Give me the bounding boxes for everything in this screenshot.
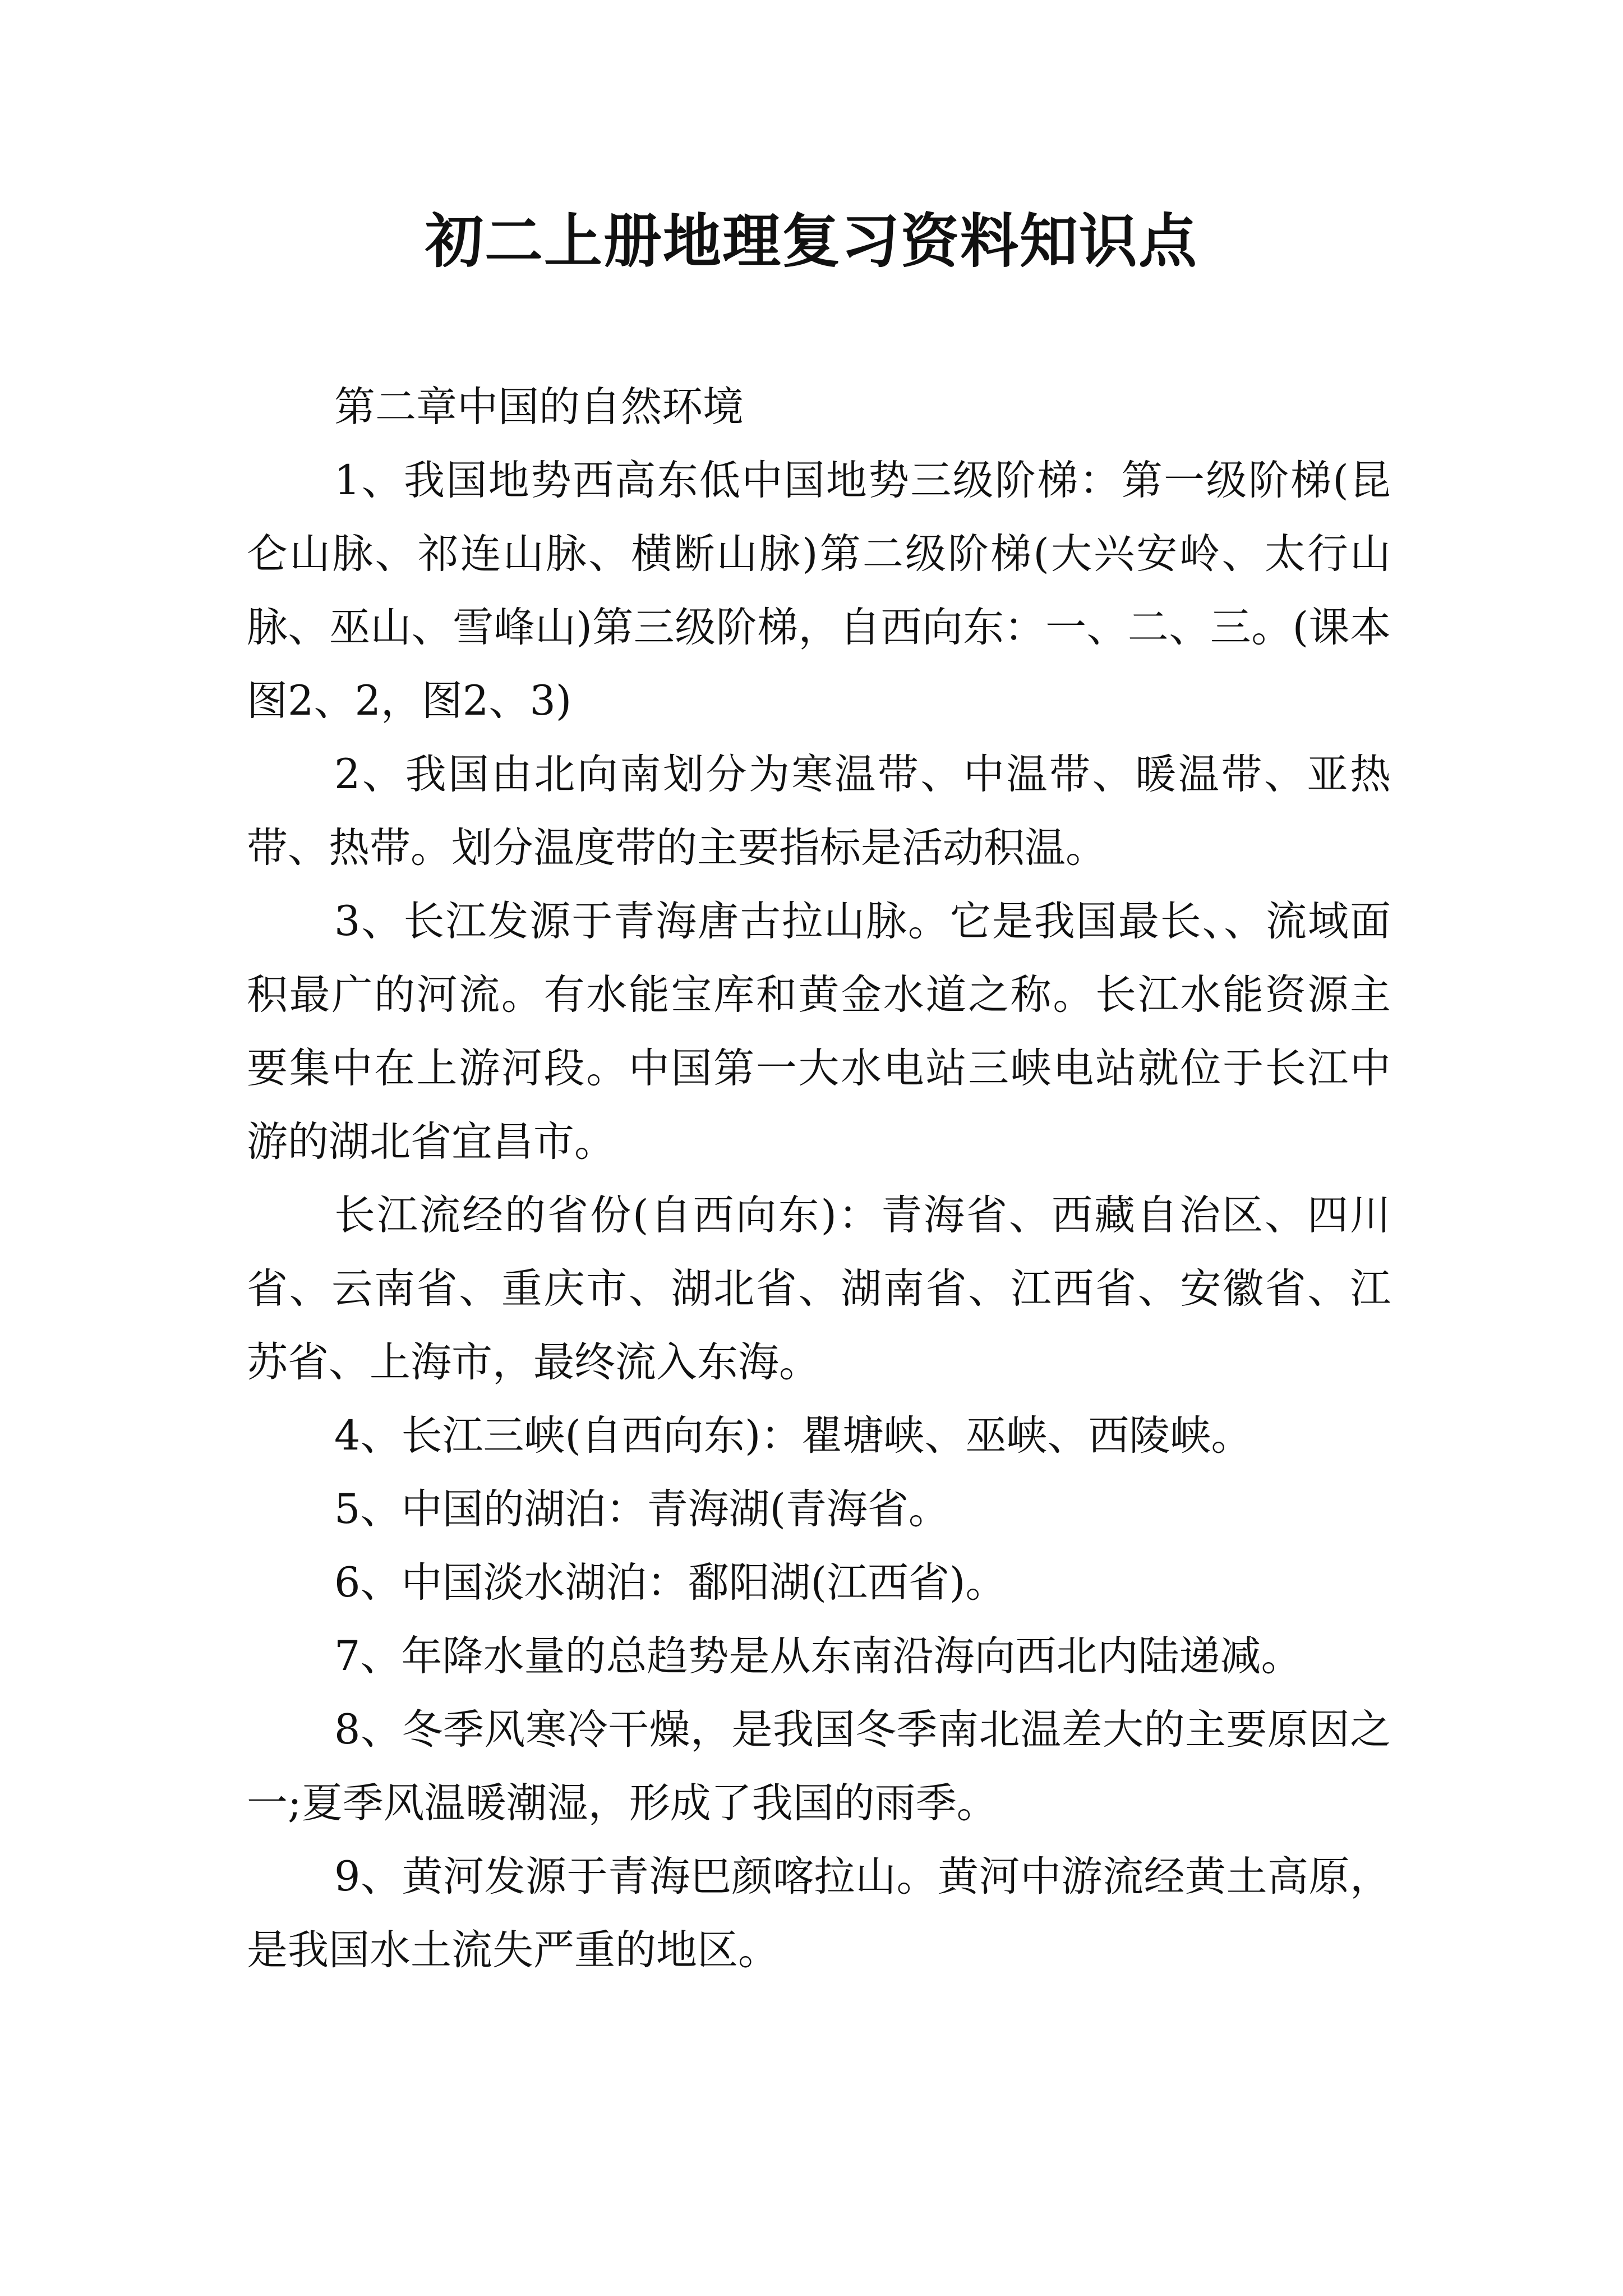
section-heading: 第二章中国的自然环境 xyxy=(334,383,744,431)
paragraph-8: 8、冬季风寒冷干燥，是我国冬季南北温差大的主要原因之一;夏季风温暖潮湿，形成了我国的雨季。 xyxy=(247,1706,1391,1827)
paragraph-6: 6、中国淡水湖泊：鄱阳湖(江西省)。 xyxy=(334,1559,1007,1607)
paragraph-1: 1、我国地势西高东低中国地势三级阶梯：第一级阶梯(昆仑山脉、祁连山脉、横断山脉)第二级阶梯(大兴安岭、太行山脉、巫山、雪峰山)第三级阶梯，自西向东：一、二、三。(课本图2、2，图2、3) xyxy=(247,457,1391,725)
paragraph-9: 9、黄河发源于青海巴颜喀拉山。黄河中游流经黄土高原，是我国水土流失严重的地区。 xyxy=(247,1853,1391,1974)
paragraph-3: 3、长江发源于青海唐古拉山脉。它是我国最长、、流域面积最广的河流。有水能宝库和黄金水道之称。长江水能资源主要集中在上游河段。中国第一大水电站三峡电站就位于长江中游的湖北省宜昌市。 xyxy=(247,898,1391,1166)
document-body xyxy=(247,370,1391,1987)
paragraph-7: 7、年降水量的总趋势是从东南沿海向西北内陆递减。 xyxy=(334,1632,1302,1680)
paragraph-2: 2、我国由北向南划分为寒温带、中温带、暖温带、亚热带、热带。划分温度带的主要指标是活动积温。 xyxy=(247,751,1391,872)
paragraph-4: 4、长江三峡(自西向东)：瞿塘峡、巫峡、西陵峡。 xyxy=(334,1412,1252,1460)
paragraph-yangtze-provinces: 长江流经的省份(自西向东)：青海省、西藏自治区、四川省、云南省、重庆市、湖北省、湖南省、江西省、安徽省、江苏省、上海市，最终流入东海。 xyxy=(247,1191,1391,1386)
document-title: 初二上册地理复习资料知识点 xyxy=(425,206,1198,275)
paragraph-5: 5、中国的湖泊：青海湖(青海省。 xyxy=(334,1485,949,1533)
